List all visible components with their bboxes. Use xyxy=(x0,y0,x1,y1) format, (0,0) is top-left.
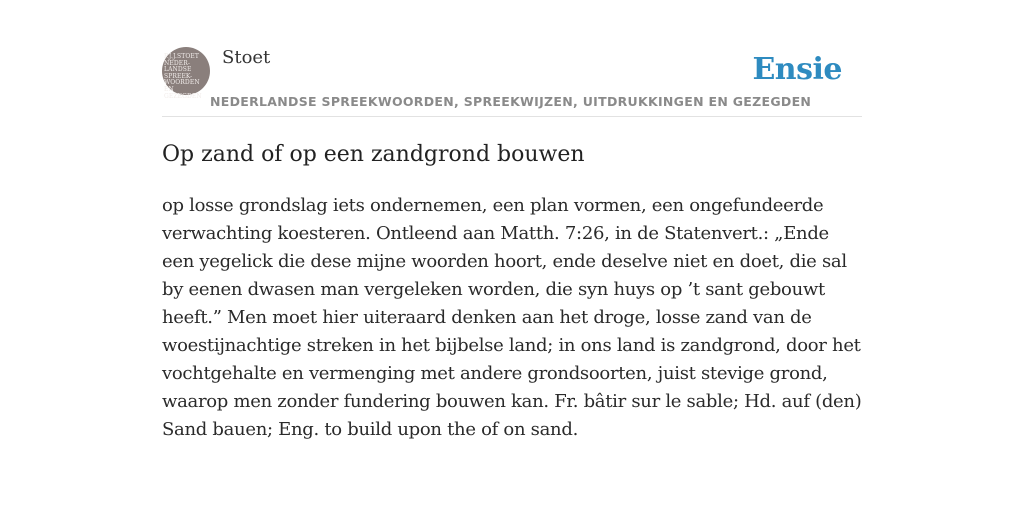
avatar[interactable] xyxy=(162,47,210,100)
entry-definition: op losse grondslag iets ondernemen, een plan vormen, een ongefundeerde verwachting koesteren. Ontleend aan Matth. 7:26, in de Statenvert.: „Ende een yegelick die dese mijne woorden hoort, ende deselve niet en doet, die sal by eenen dwasen man vergeleken worden, die syn huys op ’t sant gebouwt heeft.” Men moet hier uiteraard denken aan het droge, losse zand van de woestijnachtige streken in het bijbelse land; in ons land is zandgrond, door het vochtgehalte en vermenging met andere grondsoorten, juist stevige grond, waarop men zonder fundering bouwen kan. Fr. bâtir sur le sable; Hd. auf (den) Sand bauen; Eng. to build upon the of on sand. xyxy=(162,195,862,440)
source-subtitle[interactable]: NEDERLANDSE SPREEKWOORDEN, SPREEKWIJZEN, UITDRUKKINGEN EN GEZEGDEN xyxy=(210,94,812,109)
author-name[interactable]: Stoet xyxy=(222,47,271,68)
avatar-book-cover-text: P.J.J.STOET NEDER- LANDSE SPREEK- WOORDEN EN GEZEGDEN xyxy=(164,53,202,100)
header xyxy=(162,46,862,117)
entry-title: Op zand of op een zandgrond bouwen xyxy=(162,142,585,167)
brand-logo[interactable]: Ensie xyxy=(752,52,842,87)
